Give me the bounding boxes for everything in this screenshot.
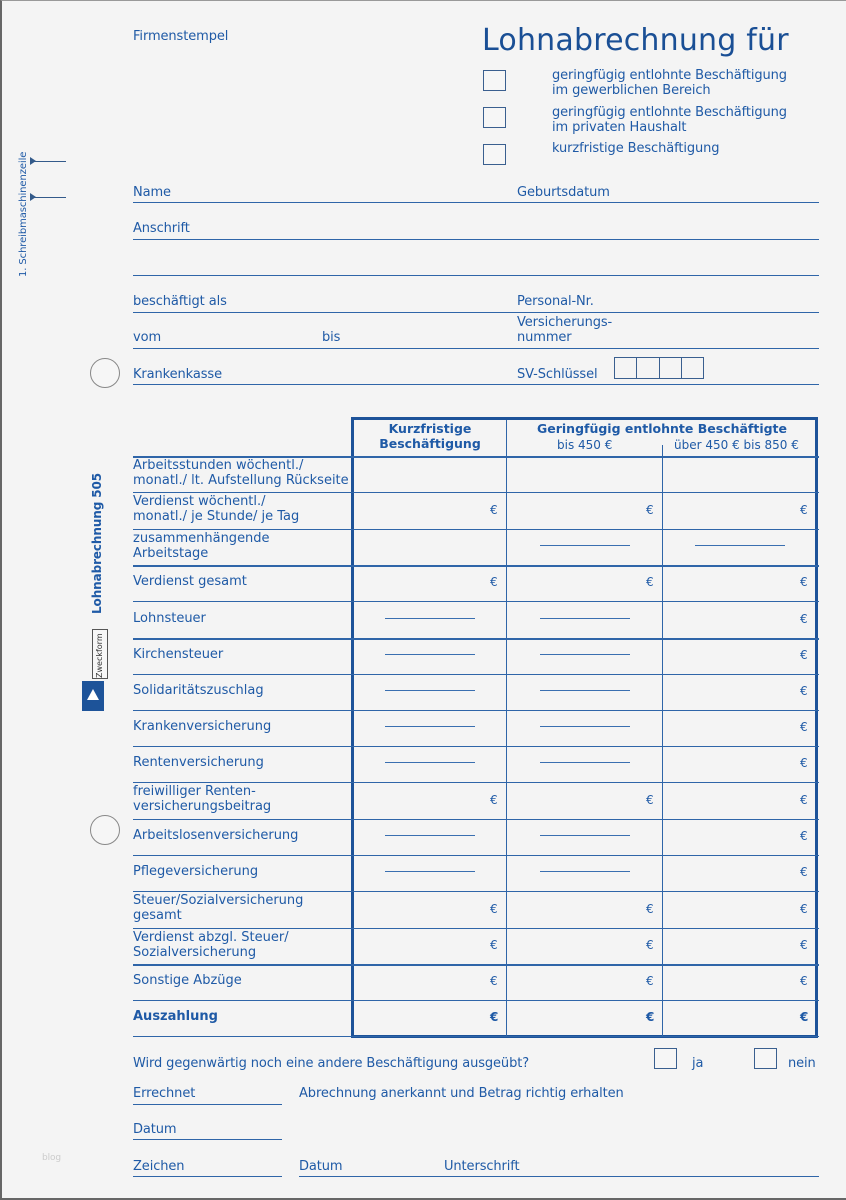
dash-placeholder	[385, 618, 475, 619]
row-label-line1: Lohnsteuer	[133, 611, 206, 626]
row-divider	[133, 601, 819, 602]
sv-key-label: SV-Schlüssel	[517, 367, 598, 382]
initials-label: Zeichen	[133, 1159, 185, 1174]
row-label-line1: Steuer/Sozialversicherung	[133, 893, 304, 908]
to-label: bis	[322, 330, 341, 345]
row-label	[133, 647, 223, 662]
row-divider	[133, 674, 819, 675]
euro-icon: €	[646, 902, 654, 916]
signature-field[interactable]	[299, 1176, 819, 1177]
initials-field[interactable]	[133, 1176, 282, 1177]
row-divider	[133, 529, 819, 530]
punch-hole-top	[90, 358, 120, 388]
birthdate-label: Geburtsdatum	[517, 185, 610, 200]
address-label: Anschrift	[133, 221, 190, 236]
row-label-line1: Kirchensteuer	[133, 647, 224, 662]
typewriter-marker-1	[32, 161, 66, 162]
insurance-no-label-2: nummer	[517, 330, 572, 345]
typewriter-arrow-icon	[30, 193, 36, 201]
checkbox-yes[interactable]	[654, 1048, 677, 1069]
row-label	[133, 531, 270, 561]
payroll-table-frame	[351, 417, 818, 1038]
option-minor-household-line2: im privaten Haushalt	[552, 120, 687, 135]
row-label-line1: Rentenversicherung	[133, 755, 264, 770]
health-insurance-label: Krankenkasse	[133, 367, 222, 382]
punch-hole-bottom	[90, 815, 120, 845]
row-divider	[133, 1000, 819, 1001]
row-label	[133, 683, 264, 698]
row-label-line1: Sonstige Abzüge	[133, 973, 242, 988]
row-label	[133, 611, 206, 626]
other-employment-question: Wird gegenwärtig noch eine andere Beschäftigung ausgeübt?	[133, 1056, 530, 1071]
dash-placeholder	[385, 726, 475, 727]
euro-icon: €	[800, 938, 808, 952]
dash-placeholder	[385, 654, 475, 655]
euro-icon: €	[800, 974, 808, 988]
row-label	[133, 1009, 218, 1024]
col-header-minor-upto-450: bis 450 €	[557, 438, 613, 452]
euro-icon: €	[646, 575, 654, 589]
dash-placeholder	[385, 835, 475, 836]
col-header-minor-450-850: über 450 € bis 850 €	[674, 438, 799, 452]
dash-placeholder	[385, 762, 475, 763]
option-minor-commercial-line1: geringfügig entlohnte Beschäftigung	[552, 68, 787, 83]
personnel-no-label: Personal-Nr.	[517, 294, 594, 309]
row-label-line2: Arbeitstage	[133, 546, 209, 561]
row-label	[133, 828, 298, 843]
row-label-line1: Arbeitslosenversicherung	[133, 828, 299, 843]
euro-icon: €	[646, 1010, 655, 1024]
row-label	[133, 494, 299, 524]
row-divider	[133, 492, 819, 493]
date-label-2: Datum	[299, 1159, 343, 1174]
row-label-line2: monatl./ lt. Aufstellung Rückseite	[133, 473, 349, 488]
euro-icon: €	[800, 756, 808, 770]
col-divider-1	[506, 420, 507, 1036]
row-label	[133, 973, 242, 988]
option-minor-household-line1: geringfügig entlohnte Beschäftigung	[552, 105, 787, 120]
row-label	[133, 784, 271, 814]
row-label-line2: monatl./ je Stunde/ je Tag	[133, 509, 300, 524]
form-name-label: Lohnabrechnung 505	[90, 472, 104, 614]
health-insurance-field[interactable]	[133, 384, 819, 385]
signature-label: Unterschrift	[444, 1159, 520, 1174]
dash-placeholder	[540, 545, 630, 546]
row-divider	[133, 891, 819, 892]
no-label: nein	[788, 1056, 816, 1071]
dash-placeholder	[540, 762, 630, 763]
row-divider	[133, 746, 819, 747]
col-header-short-term: Kurzfristige Beschäftigung	[379, 421, 481, 451]
row-label-line1: Verdienst abzgl. Steuer/	[133, 930, 289, 945]
row-divider	[133, 928, 819, 929]
name-field[interactable]	[133, 202, 819, 203]
insurance-no-label-1: Versicherungs-	[517, 315, 613, 330]
period-field[interactable]	[133, 348, 819, 349]
euro-icon: €	[490, 974, 498, 988]
dash-placeholder	[540, 654, 630, 655]
row-label-line1: Auszahlung	[133, 1009, 218, 1024]
company-stamp-label: Firmenstempel	[133, 29, 229, 44]
avery-logo-icon	[82, 681, 104, 711]
employed-as-field[interactable]	[133, 312, 819, 313]
row-label-line2: Sozialversicherung	[133, 945, 257, 960]
euro-icon: €	[800, 865, 808, 879]
euro-icon: €	[800, 575, 808, 589]
checkbox-minor-household[interactable]	[483, 107, 506, 128]
sv-key-input[interactable]	[614, 357, 704, 379]
checkbox-no[interactable]	[754, 1048, 777, 1069]
date-field-1[interactable]	[133, 1139, 282, 1140]
option-short-term-line1: kurzfristige Beschäftigung	[552, 141, 720, 156]
euro-icon: €	[800, 720, 808, 734]
page-title: Lohnabrechnung für	[482, 23, 789, 58]
row-label-line1: Verdienst gesamt	[133, 574, 247, 589]
euro-icon: €	[800, 648, 808, 662]
checkbox-short-term[interactable]	[483, 144, 506, 165]
euro-icon: €	[646, 974, 654, 988]
dash-placeholder	[695, 545, 785, 546]
checkbox-minor-commercial[interactable]	[483, 70, 506, 91]
acknowledgement-text: Abrechnung anerkannt und Betrag richtig erhalten	[299, 1086, 624, 1101]
col-divider-2	[662, 445, 663, 1036]
euro-icon: €	[800, 902, 808, 916]
row-divider	[133, 819, 819, 820]
typewriter-marker-2	[32, 197, 66, 198]
row-divider	[133, 710, 819, 711]
name-label: Name	[133, 185, 171, 200]
dash-placeholder	[540, 618, 630, 619]
row-label-line1: Arbeitsstunden wöchentl./	[133, 458, 304, 473]
row-divider	[133, 782, 819, 783]
euro-icon: €	[800, 829, 808, 843]
euro-icon: €	[490, 1010, 499, 1024]
row-label	[133, 930, 289, 960]
euro-icon: €	[490, 793, 498, 807]
watermark: blog	[42, 1153, 62, 1163]
row-divider	[133, 1036, 819, 1037]
euro-icon: €	[800, 612, 808, 626]
dash-placeholder	[385, 690, 475, 691]
dash-placeholder	[385, 871, 475, 872]
brand-text: Zweckform	[95, 633, 104, 678]
address-field-2[interactable]	[133, 275, 819, 276]
euro-icon: €	[646, 503, 654, 517]
row-divider	[133, 565, 819, 567]
row-divider	[133, 964, 819, 966]
euro-icon: €	[490, 938, 498, 952]
employed-as-label: beschäftigt als	[133, 294, 227, 309]
row-label-line1: Krankenversicherung	[133, 719, 272, 734]
row-label-line2: versicherungsbeitrag	[133, 799, 272, 814]
euro-icon: €	[646, 938, 654, 952]
brand-logo	[92, 629, 108, 679]
euro-icon: €	[800, 1010, 809, 1024]
row-label-line1: zusammenhängende	[133, 531, 270, 546]
calculated-field[interactable]	[133, 1104, 282, 1105]
row-label-line1: Pflegeversicherung	[133, 864, 259, 879]
euro-icon: €	[800, 684, 808, 698]
euro-icon: €	[800, 503, 808, 517]
euro-icon: €	[490, 575, 498, 589]
yes-label: ja	[692, 1056, 704, 1071]
from-label: vom	[133, 330, 162, 345]
euro-icon: €	[646, 793, 654, 807]
dash-placeholder	[540, 690, 630, 691]
typewriter-line-label: 1. Schreibmaschinenzeile	[18, 151, 29, 277]
date-label-1: Datum	[133, 1122, 177, 1137]
row-label-line1: freiwilliger Renten-	[133, 784, 256, 799]
col-header-minor: Geringfügig entlohnte Beschäftigte	[536, 421, 788, 436]
option-minor-commercial-line2: im gewerblichen Bereich	[552, 83, 711, 98]
dash-placeholder	[540, 871, 630, 872]
euro-icon: €	[800, 793, 808, 807]
calculated-label: Errechnet	[133, 1086, 196, 1101]
euro-icon: €	[490, 902, 498, 916]
row-label-line2: gesamt	[133, 908, 182, 923]
address-field-1[interactable]	[133, 239, 819, 240]
row-label	[133, 893, 303, 923]
row-divider	[133, 855, 819, 856]
row-label-line1: Verdienst wöchentl./	[133, 494, 266, 509]
row-label	[133, 574, 247, 589]
row-label	[133, 755, 264, 770]
typewriter-arrow-icon	[30, 157, 36, 165]
row-label	[133, 719, 271, 734]
row-divider	[133, 638, 819, 640]
row-label	[133, 864, 258, 879]
row-label	[133, 458, 349, 488]
dash-placeholder	[540, 726, 630, 727]
euro-icon: €	[490, 503, 498, 517]
row-label-line1: Solidaritätszuschlag	[133, 683, 264, 698]
dash-placeholder	[540, 835, 630, 836]
